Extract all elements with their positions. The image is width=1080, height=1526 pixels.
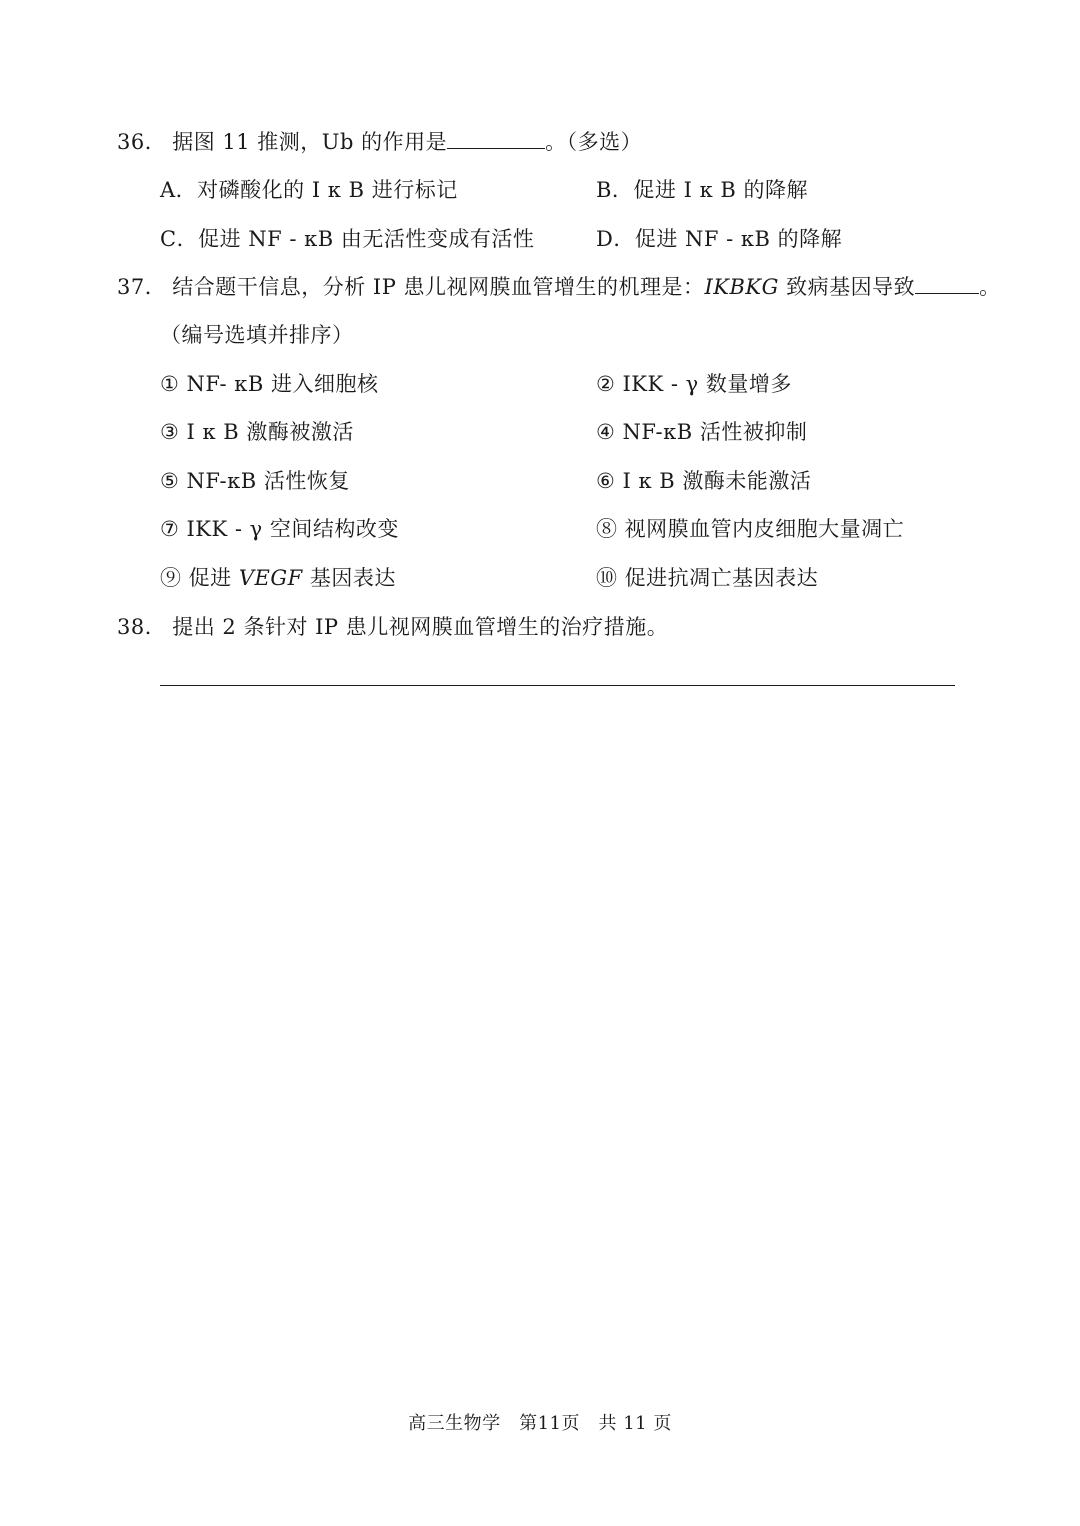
question-text-tail: 。（多选）: [545, 130, 643, 154]
question-number: 36．: [117, 130, 167, 154]
item-5: ⑤ NF-κB 活性恢复: [160, 469, 350, 493]
item-9: [160, 564, 396, 592]
question-38: [117, 613, 668, 641]
item-9-prefix: ⑨ 促进: [160, 566, 239, 590]
item-4: ④ NF-κB 活性被抑制: [596, 420, 808, 444]
item-7: ⑦ IKK - γ 空间结构改变: [160, 517, 399, 541]
answer-blank[interactable]: [915, 273, 979, 294]
option-c[interactable]: C．促进 NF - κB 由无活性变成有活性: [160, 227, 535, 251]
item-6: ⑥ I κ B 激酶未能激活: [596, 469, 812, 493]
question-36: [117, 128, 642, 156]
question-text: 结合题干信息，分析 IP 患儿视网膜血管增生的机理是：: [172, 275, 705, 299]
question-text-mid: 致病基因导致: [778, 275, 916, 299]
item-2: ② IKK - γ 数量增多: [596, 372, 792, 396]
option-d[interactable]: D．促进 NF - κB 的降解: [596, 227, 843, 251]
answer-blank[interactable]: [447, 128, 545, 149]
question-text: 提出 2 条针对 IP 患儿视网膜血管增生的治疗措施。: [172, 615, 669, 639]
item-3: ③ I κ B 激酶被激活: [160, 420, 354, 444]
item-8: ⑧ 视网膜血管内皮细胞大量凋亡: [596, 517, 905, 541]
question-number: 38．: [117, 615, 167, 639]
item-10: ⑩ 促进抗凋亡基因表达: [596, 566, 819, 590]
item-9-gene: VEGF: [238, 566, 303, 590]
option-b[interactable]: B．促进 I κ B 的降解: [596, 178, 808, 202]
item-9-suffix: 基因表达: [302, 566, 396, 590]
option-a[interactable]: A．对磷酸化的 I κ B 进行标记: [160, 178, 458, 202]
question-37-note: （编号选填并排序）: [160, 323, 354, 347]
question-number: 37．: [117, 275, 167, 299]
question-text-tail: 。: [979, 275, 1001, 299]
question-37: [117, 273, 1001, 301]
gene-name: IKBKG: [704, 275, 779, 299]
question-text: 据图 11 推测，Ub 的作用是: [172, 130, 448, 154]
page-footer: 高三生物学 第11页 共 11 页: [408, 1413, 672, 1434]
item-1: ① NF- κB 进入细胞核: [160, 372, 379, 396]
answer-line[interactable]: [160, 685, 955, 686]
